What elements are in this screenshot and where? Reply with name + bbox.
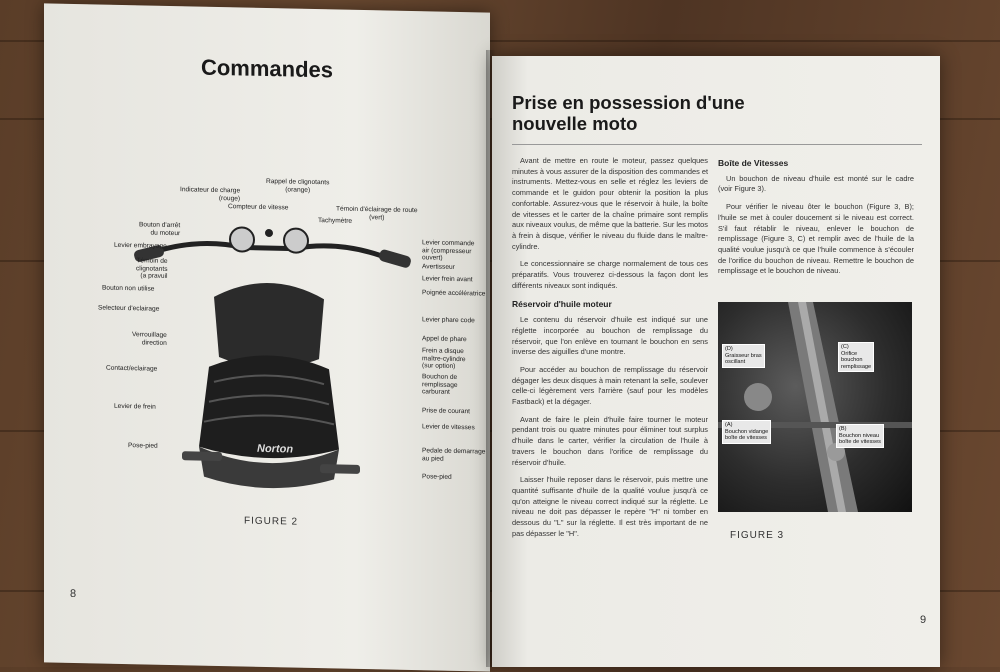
label-appel-phare: Appel de phare [422, 335, 467, 344]
label-prise-courant: Prise de courant [422, 407, 471, 416]
label-pose-pied-right: Pose-pied [422, 473, 452, 481]
label-contact: Contact/eclairage [106, 364, 158, 373]
text-column-left [512, 156, 708, 547]
figure-label: FIGURE 2 [244, 515, 299, 528]
right-page [492, 56, 940, 667]
left-page [44, 3, 490, 671]
text-column-right [718, 150, 914, 284]
photo-tag-c: (C) Orifice bouchon remplissage [838, 342, 874, 372]
label-avertisseur: Avertisseur [422, 263, 455, 271]
paragraph: Pour accéder au bouchon de remplissage du réservoir dégager les deux disques à main retenant la selle, soulever celle-ci légèrement vers l'arrière (sauf pour les modèles Fastback) et la dégager. [512, 364, 708, 407]
label-levier-frein-avant: Levier frein avant [422, 275, 473, 284]
label-poignee: Poignée accélératrice [422, 289, 486, 298]
section-heading: Boîte de Vitesses [718, 158, 789, 168]
paragraph: Un bouchon de niveau d'huile est monté sur le cadre (voir Figure 3). [718, 173, 914, 194]
label-selecteur: Selecteur d'eclairage [98, 304, 160, 313]
brand-logo: Norton [257, 442, 294, 456]
label-frein-disque: Frein a disque maître-cylindre (sur option) [422, 347, 466, 370]
page-number: 8 [70, 587, 77, 601]
label-verrouillage: Verrouillage direction [132, 331, 167, 347]
label-bouton-arret: Bouton d'arrêt du moteur [139, 221, 181, 237]
label-bouchon-carburant: Bouchon de remplissage carburant [422, 373, 458, 396]
photo-detail [718, 302, 912, 512]
label-indicateur: Indicateur de charge (rouge) [180, 186, 241, 202]
figure-label: FIGURE 3 [730, 530, 785, 541]
label-temoin-clignotants: Témoin de clignotants (a pravuil [136, 257, 168, 280]
paragraph: Avant de mettre en route le moteur, passez quelques minutes à vous assurer de la disposition des commandes et instruments. Mettez-vous en selle et réglez les leviers de commande et le guidon pour obtenir la position la plus confortable. Assurez-vous que le réservoir à huile, la boîte de vitesses et le carter de la chaîne primaire sont remplis aux niveaux voulus, de même que la batterie. Sur les motos à frein à disque, vérifier le niveau du fluide dans le maître-cylindre. [512, 156, 708, 251]
label-levier-embrayage: Levier embrayage [114, 241, 167, 250]
page-title: Commandes [200, 54, 334, 83]
figure-photo [718, 302, 912, 512]
photo-tag-d: (D) Graisseur bras oscillant [722, 344, 765, 368]
paragraph: Le contenu du réservoir d'huile est indiqué sur une réglette incorporée au bouchon de remplissage du réservoir, que l'on enlève en tournant le bouchon en sens inverse des aiguilles d'une montre. [512, 315, 708, 357]
photo-tag-b: (B) Bouchon niveau boîte de vitesses [836, 424, 884, 448]
section-heading: Réservoir d'huile moteur [512, 299, 612, 310]
page-title: Prise en possession d'une nouvelle moto [512, 92, 745, 134]
paragraph: Laisser l'huile reposer dans le réservoir, puis mettre une quantité suffisante d'huile de la qualité voulue jusqu'à ce qu'on atteigne le niveau correct indiqué sur la réglette. Le niveau ne doit pas dépasser le repère "H" ni tomber en dessous du "L" sur la réglette. Il est très important de ne pas dépasser le "H". [512, 475, 708, 538]
paragraph: Avant de faire le plein d'huile faire tourner le moteur pendant trois ou quatre minutes pour éliminer tout surplus d'huile dans le carter, vérifier la circulation de l'huile à travers le bouchon dans l'orifice de remplissage du réservoir d'huile. [512, 414, 708, 467]
label-pose-pied-left: Pose-pied [128, 442, 158, 450]
label-levier-vitesses: Levier de vitesses [422, 423, 475, 432]
paragraph: Pour vérifier le niveau ôter le bouchon (Figure 3, B); l'huile se met à couler doucement si le niveau est correct. S'il faut rétablir le niveau, enlever le bouchon de remplissage (Figure 3, C) et remplir avec de l'huile de la qualité voulue jusqu'à ce que l'huile commence à s'écouler de l'orifice du bouchon de niveau. Remettre le bouchon de remplissage et le bouchon de niveau. [718, 202, 914, 276]
label-compteur: Compteur de vitesse [228, 203, 289, 212]
label-tachymetre: Tachymètre [318, 217, 353, 225]
label-temoin-route: Témoin d'éclairage de route (vert) [336, 205, 418, 221]
page-number: 9 [920, 614, 927, 626]
label-pedale: Pedale de demarrage au pied [422, 447, 486, 463]
label-levier-frein: Levier de frein [114, 402, 156, 411]
title-divider [512, 144, 922, 145]
photo-tag-a: (A) Bouchon vidange boîte de vitesses [722, 420, 771, 444]
label-rappel: Rappel de clignotants (orange) [266, 177, 330, 194]
paragraph: Le concessionnaire se charge normalement de tous ces préparatifs. Vous trouverez ci-dessous la façon dont les différents niveaux sont indiqués. [512, 259, 708, 290]
label-levier-phare: Levier phare code [422, 316, 475, 325]
label-levier-air: Levier commande air (compresseur ouvert) [422, 239, 475, 262]
label-bouton-non: Bouton non utilise [102, 284, 155, 293]
